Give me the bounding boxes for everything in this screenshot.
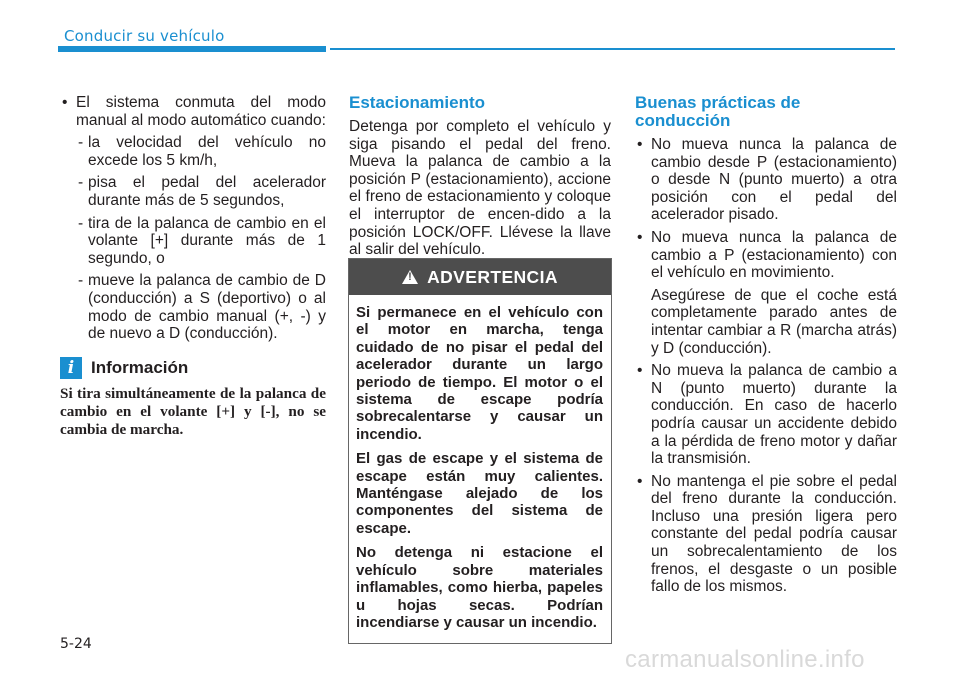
warning-box xyxy=(348,258,612,644)
section-title-estacionamiento: Estacionamiento xyxy=(349,93,486,112)
bullet-item: • No mantenga el pie sobre el pedal del freno durante la conducción. Incluso una presión ligera pero constante del pedal podría causar un sobrecalentamiento de los frenos, el desgaste o un posible fallo de los mismos. xyxy=(635,473,897,596)
info-title: Información xyxy=(91,357,189,377)
bullet-item: • No mueva la palanca de cambio a N (punto muerto) durante la conducción. En caso de hacerlo podría causar un accidente debido a la pérdida de freno motor y dañar la transmisión. xyxy=(635,362,897,468)
warning-paragraph: Si permanece en el vehículo con el motor en marcha, tenga cuidado de no pisar el pedal del acelerador durante un largo periodo de tiempo. El motor o el sistema de escape podría sobrecalentarse y causar un incendio. xyxy=(356,304,603,443)
dash-item: - tira de la palanca de cambio en el volante [+] durante más de 1 segundo, o xyxy=(60,215,326,268)
info-text: Si tira simultáneamente de la palanca de cambio en el volante [+] y [-], no se cambia de marcha. xyxy=(60,384,326,438)
bullet-item: • No mueva nunca la palanca de cambio desde P (estacionamiento) o desde N (punto muerto) a otra posición con el pedal del acelerador pisado. xyxy=(635,136,897,224)
section-header-title: Conducir su vehículo xyxy=(64,27,225,45)
column-right xyxy=(635,94,897,601)
info-icon: i xyxy=(60,357,82,379)
indented-paragraph: Asegúrese de que el coche está completamente parado antes de intentar cambiar a R (marcha atrás) y D (conducción). xyxy=(651,286,897,357)
column-left xyxy=(60,94,326,439)
section-paragraph: Detenga por completo el vehículo y siga pisando el pedal del freno. Mueva la palanca de cambio a la posición P (estacionamiento), accione el freno de estacionamiento y coloque el interruptor de encen-dido a la posición LOCK/OFF. Llévese la llave al salir del vehículo. xyxy=(349,118,611,259)
bullet-item: • No mueva nunca la palanca de cambio a P (estacionamiento) con el vehículo en movimiento. xyxy=(635,229,897,282)
watermark: carmanualsonline.info xyxy=(625,646,865,673)
header-rule-thick xyxy=(58,46,326,52)
warning-body xyxy=(349,295,611,631)
warning-triangle-icon: ! xyxy=(402,270,418,284)
dash-item: - mueve la palanca de cambio de D (conducción) a S (deportivo) o al modo de cambio manual (+, -) y de nuevo a D (conducción). xyxy=(60,272,326,342)
warning-header xyxy=(349,259,611,295)
section-title-buenas-practicas: Buenas prácticas de conducción xyxy=(635,93,801,130)
dash-item: - pisa el pedal del acelerador durante más de 5 segundos, xyxy=(60,174,326,209)
warning-paragraph: El gas de escape y el sistema de escape están muy calientes. Manténgase alejado de los componentes del sistema de escape. xyxy=(356,450,603,537)
info-header xyxy=(60,357,326,379)
column-middle xyxy=(349,94,611,259)
warning-title: ADVERTENCIA xyxy=(427,266,558,287)
header-rule-thin xyxy=(330,48,895,50)
bullet-item: • El sistema conmuta del modo manual al modo automático cuando: xyxy=(60,94,326,129)
warning-paragraph: No detenga ni estacione el vehículo sobre materiales inflamables, como hierba, papeles u hojas secas. Podrían incendiarse y causar un incendio. xyxy=(356,544,603,631)
dash-item: - la velocidad del vehículo no excede los 5 km/h, xyxy=(60,134,326,169)
page-number: 5-24 xyxy=(60,636,92,652)
